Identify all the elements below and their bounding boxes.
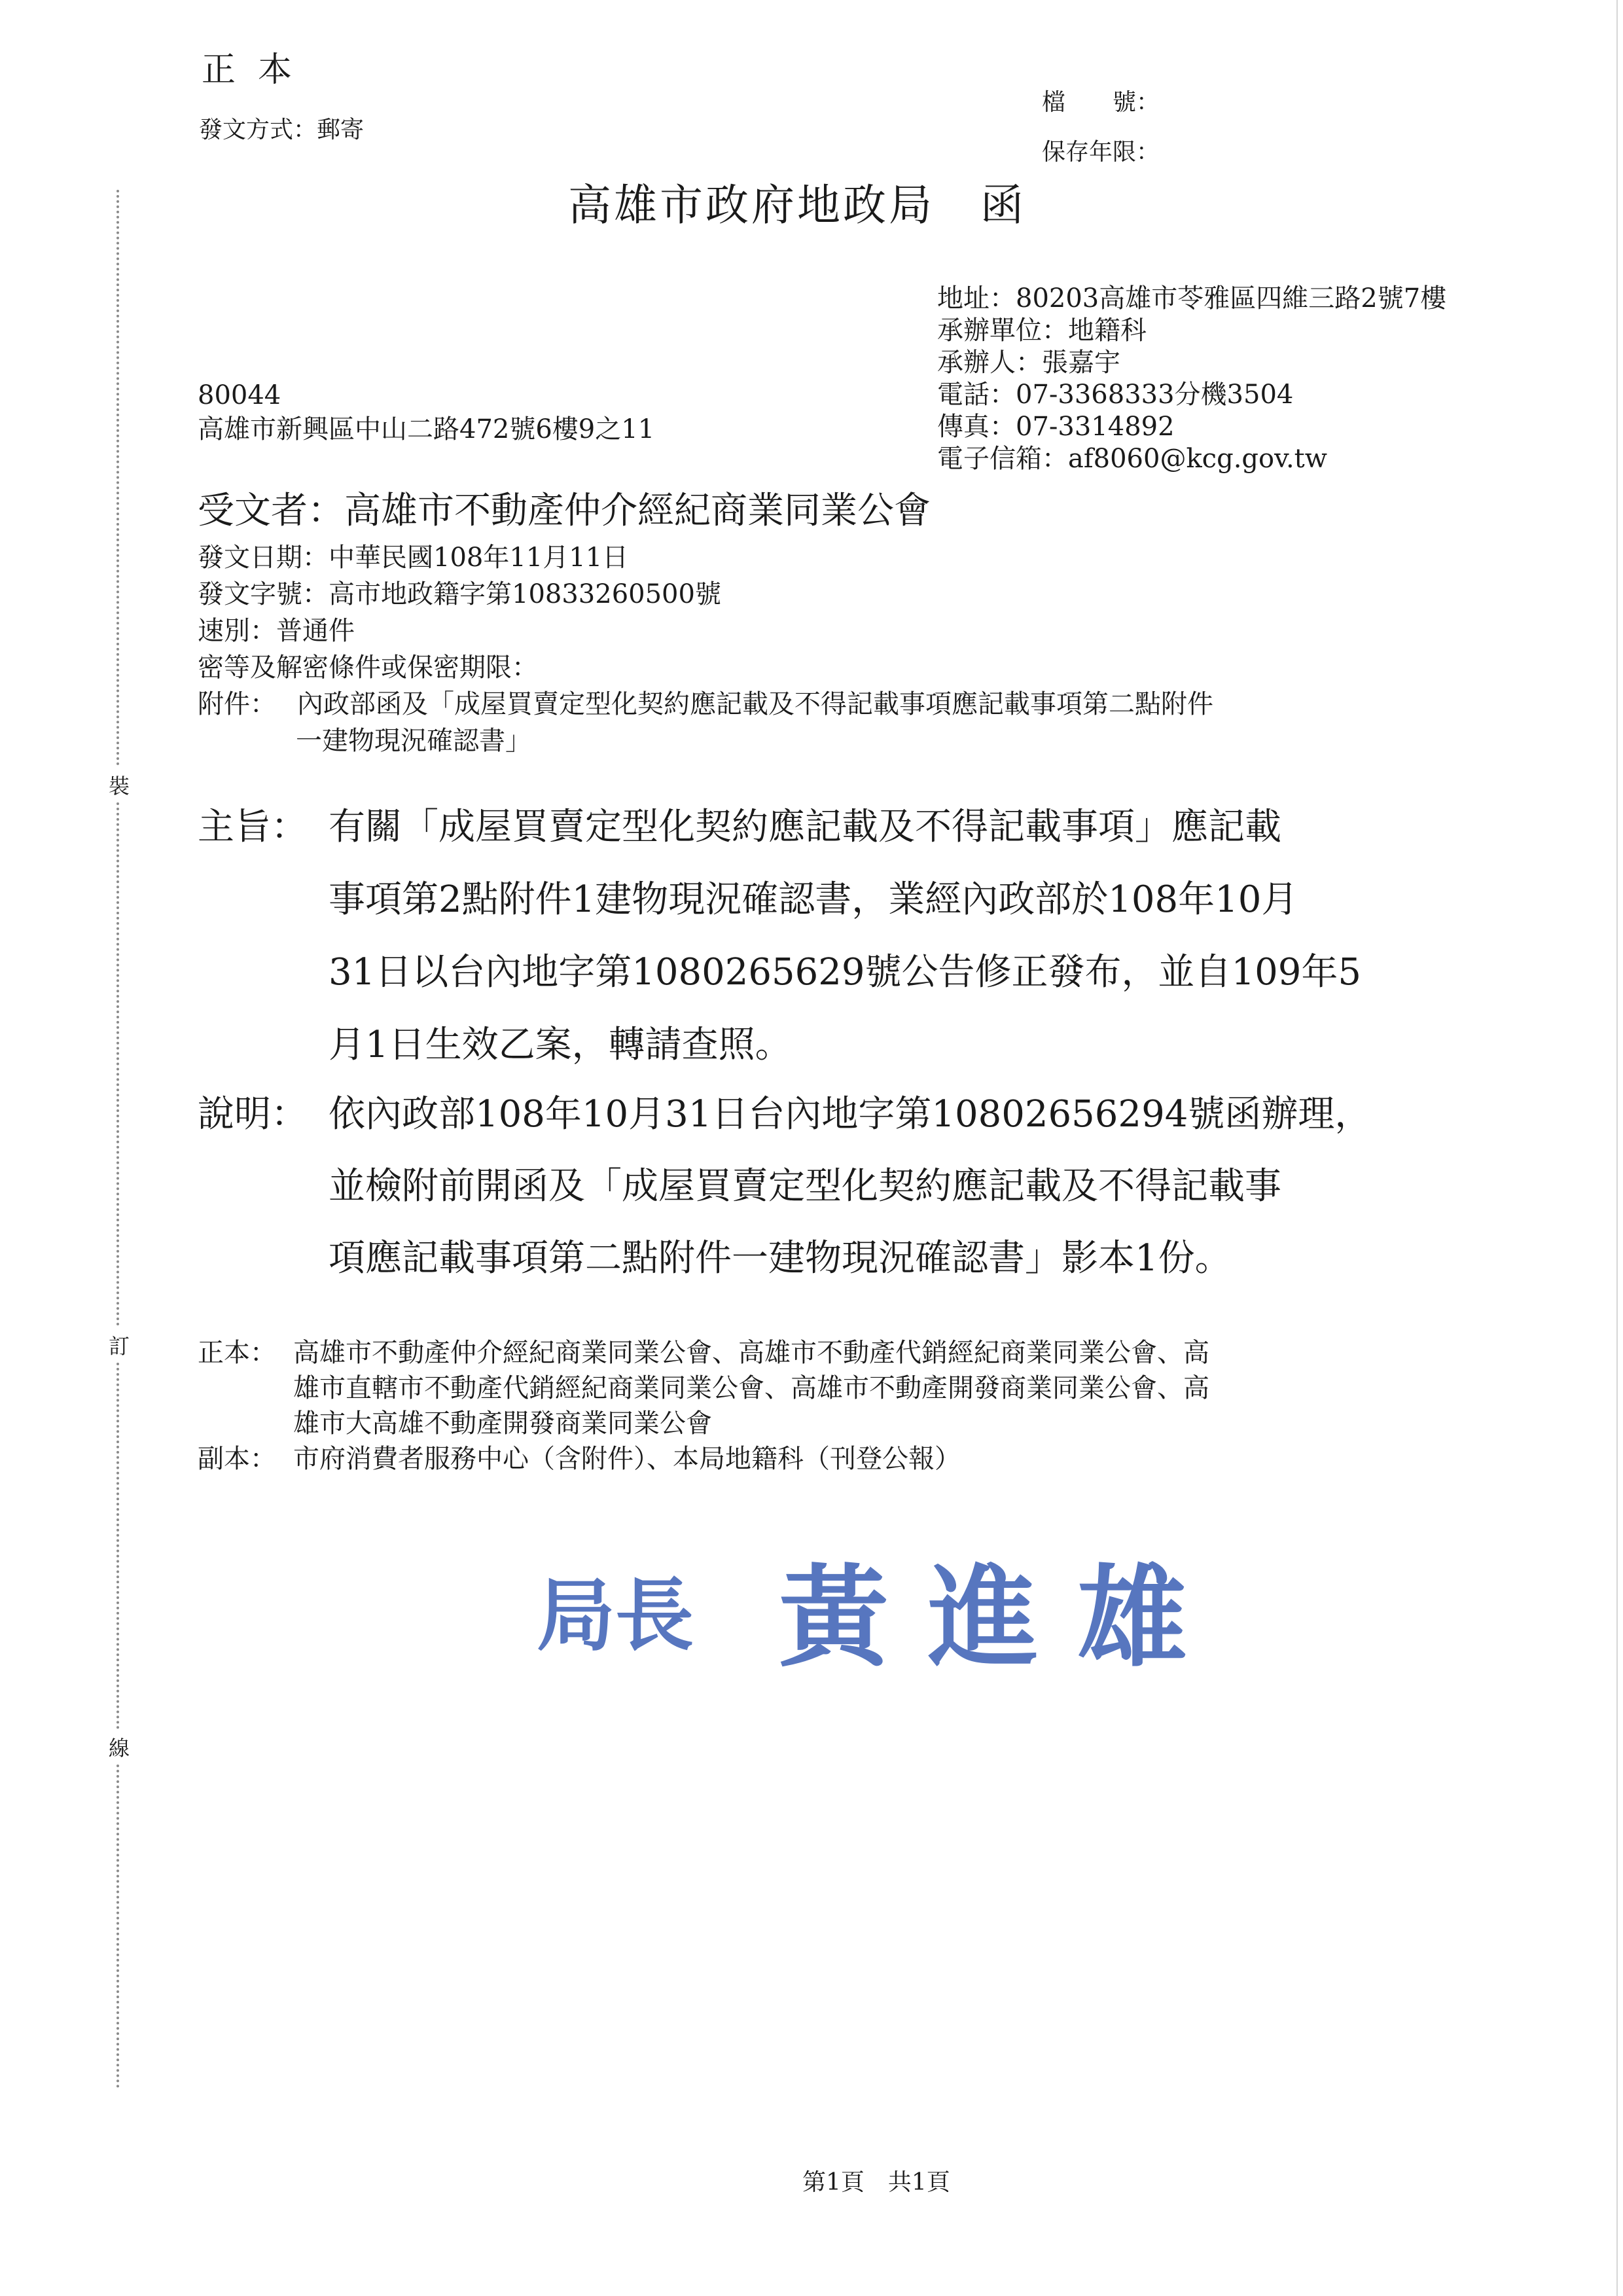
- document-meta: [198, 539, 1213, 759]
- subject-line-3: 31日以台內地字第1080265629號公告修正發布，並自109年5: [329, 951, 1362, 994]
- explanation-section: [198, 1079, 1371, 1295]
- original-copy-label: 正本：: [198, 1338, 276, 1368]
- document-title: 高雄市政府地政局 函: [568, 180, 1026, 230]
- binding-dotted-line: [116, 1363, 119, 1729]
- document-number: 發文字號：高市地政籍字第10833260500號: [198, 579, 721, 609]
- subject-section: [198, 791, 1361, 1081]
- binding-dotted-line: [116, 190, 119, 766]
- distribution-section: [198, 1335, 1209, 1477]
- original-copy-line-2: 雄市直轄市不動產代銷經紀商業同業公會、高雄市不動產開發商業同業公會、高: [293, 1373, 1209, 1403]
- explanation-line-3: 項應記載事項第二點附件一建物現況確認書」影本1份。: [329, 1237, 1232, 1280]
- explanation-line-1: 依內政部108年10月31日台內地字第10802656294號函辦理，: [329, 1093, 1372, 1136]
- explanation-label: 說明：: [198, 1093, 308, 1136]
- file-number-label: 檔 號：: [1042, 89, 1160, 116]
- attachment-line-1: 內政部函及「成屋買賣定型化契約應記載及不得記載事項應記載事項第二點附件: [297, 689, 1213, 719]
- binding-margin: [109, 190, 130, 2088]
- recipient-zip: 80044: [198, 380, 281, 410]
- explanation-line-2: 並檢附前開函及「成屋買賣定型化契約應記載及不得記載事: [329, 1165, 1281, 1208]
- subject-line-1: 有關「成屋買賣定型化契約應記載及不得記載事項」應記載: [329, 806, 1281, 848]
- original-copy-line-1: 高雄市不動產仲介經紀商業同業公會、高雄市不動產代銷經紀商業同業公會、高: [293, 1338, 1209, 1368]
- duplicate-copy-text: 市府消費者服務中心（含附件）、本局地籍科（刊登公報）: [293, 1444, 961, 1474]
- speed-class: 速別：普通件: [198, 616, 355, 646]
- sender-unit: 承辦單位：地籍科: [937, 315, 1147, 346]
- subject-line-4: 月1日生效乙案，轉請查照。: [329, 1024, 792, 1066]
- svg-text:黃進雄: 黃進雄: [779, 1558, 1226, 1682]
- director-signature-stamp: [537, 1558, 1309, 1689]
- sender-info: [937, 283, 1446, 475]
- signature-stamp-graphic: [537, 1558, 1309, 1689]
- send-method: 發文方式：郵寄: [199, 117, 365, 143]
- attachment-row: [198, 686, 1213, 723]
- binding-mark-line: 線: [109, 1736, 130, 1761]
- secrecy-level: 密等及解密條件或保密期限：: [198, 653, 538, 683]
- recipient-address: [198, 378, 654, 446]
- original-copy-line-3: 雄市大高雄不動產開發商業同業公會: [293, 1408, 712, 1439]
- binding-mark-bind: 裝: [109, 774, 130, 798]
- page-number: 第1頁 共1頁: [802, 2169, 950, 2196]
- sender-handler: 承辦人：張嘉宇: [937, 348, 1120, 378]
- attachment-line-2: 一建物現況確認書」: [296, 726, 531, 756]
- recipient: 受文者：高雄市不動產仲介經紀商業同業公會: [198, 490, 931, 532]
- recipient-street: 高雄市新興區中山二路472號6樓9之11: [198, 414, 655, 444]
- binding-dotted-line: [116, 1765, 119, 2088]
- duplicate-copy-label: 副本：: [198, 1444, 276, 1474]
- issue-date: 發文日期：中華民國108年11月11日: [198, 543, 629, 573]
- binding-mark-staple: 訂: [109, 1334, 130, 1359]
- subject-line-2: 事項第2點附件1建物現況確認書，業經內政部於108年10月: [329, 878, 1298, 921]
- sender-email: 電子信箱：af8060@kcg.gov.tw: [937, 444, 1327, 474]
- subject-label: 主旨：: [198, 806, 308, 848]
- page-edge-line: [1616, 0, 1618, 2296]
- sender-phone: 電話：07-3368333分機3504: [937, 380, 1294, 410]
- attachment-label: 附件：: [198, 689, 276, 719]
- svg-text:局長: 局長: [537, 1570, 694, 1662]
- sender-fax: 傳真：07-3314892: [937, 412, 1175, 442]
- retention-period-label: 保存年限：: [1042, 139, 1160, 166]
- copy-type: 正本: [202, 50, 315, 90]
- sender-address: 地址：80203高雄市苓雅區四維三路2號7樓: [937, 283, 1447, 314]
- binding-dotted-line: [116, 802, 119, 1326]
